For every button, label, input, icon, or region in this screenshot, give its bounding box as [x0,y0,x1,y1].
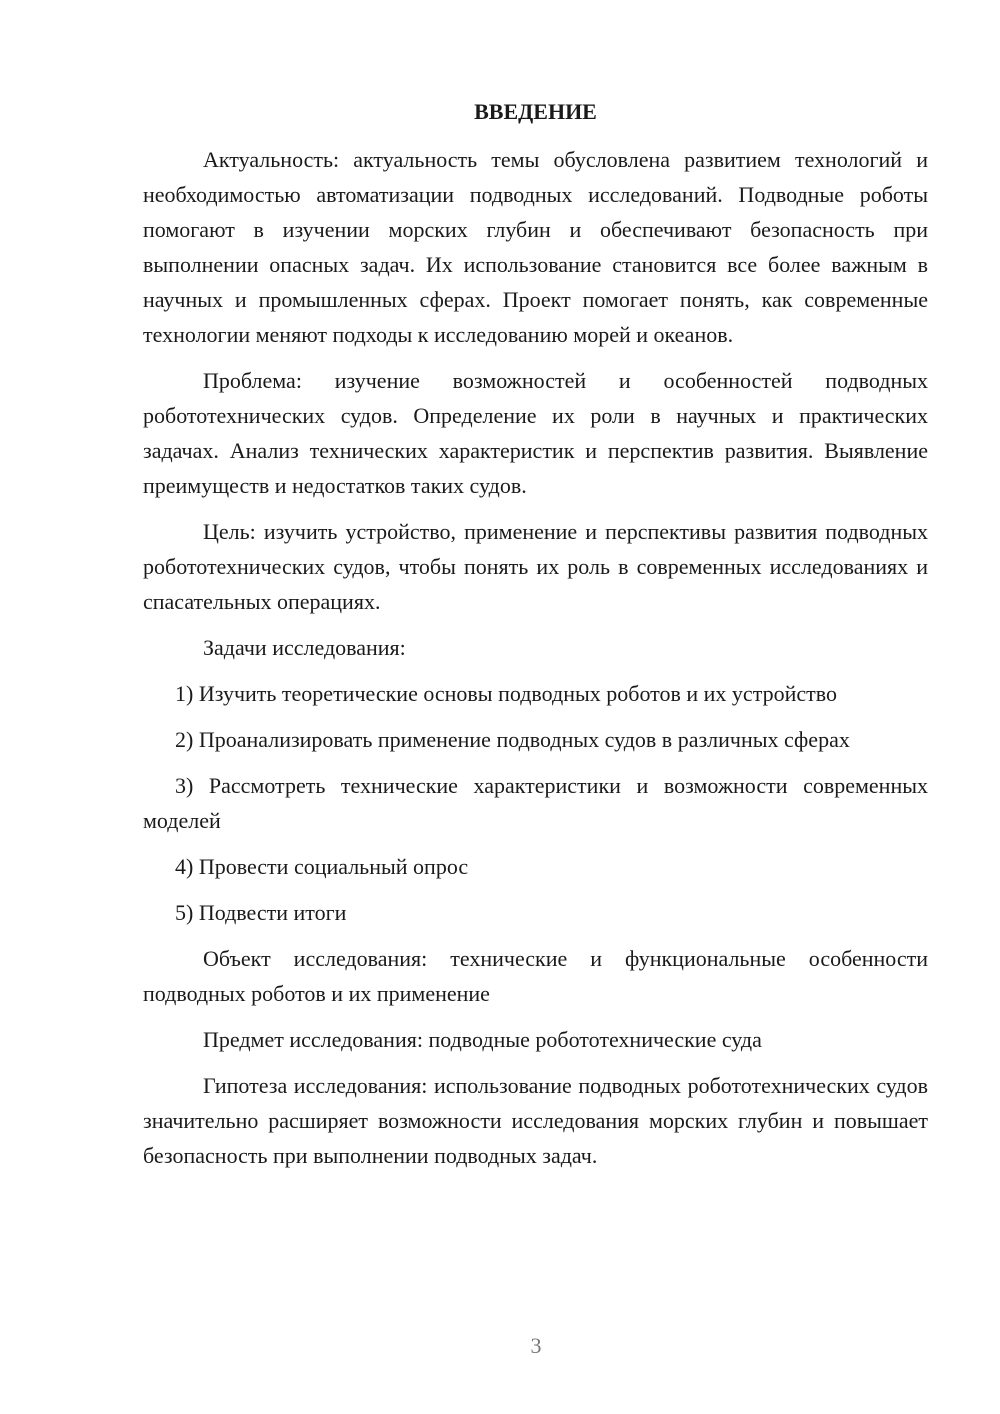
task-item: 1) Изучить теоретические основы подводных роботов и их устройство [175,681,837,706]
subject-paragraph: Предмет исследования: подводные робототехнические суда [203,1027,762,1052]
page-title: ВВЕДЕНИЕ [474,99,597,124]
object-paragraph: Объект исследования: технические и функциональные особенности подводных роботов и их применение [143,946,928,1006]
relevance-paragraph: Актуальность: актуальность темы обусловлена развитием технологий и необходимостью автоматизации подводных исследований. Подводные роботы помогают в изучении морских глубин и обеспечивают безопасность при выполнении опасных задач. Их использование становится все более важным в научных и промышленных сферах. Проект помогает понять, как современные технологии меняют подходы к исследованию морей и океанов. [143,147,928,347]
page-number: 3 [530,1333,542,1358]
goal-paragraph: Цель: изучить устройство, применение и перспективы развития подводных робототехнических судов, чтобы понять их роль в современных исследованиях и спасательных операциях. [143,519,928,614]
task-item: 4) Провести социальный опрос [175,854,469,879]
hypothesis-paragraph: Гипотеза исследования: использование подводных робототехнических судов значительно расширяет возможности исследования морских глубин и повышает безопасность при выполнении подводных задач. [143,1073,928,1168]
task-item: 5) Подвести итоги [175,900,347,925]
task-item: 3) Рассмотреть технические характеристики и возможности современных моделей [143,773,928,833]
tasks-heading: Задачи исследования: [203,635,406,660]
document-body [143,142,928,1184]
task-item: 2) Проанализировать применение подводных судов в различных сферах [175,727,850,752]
problem-paragraph: Проблема: изучение возможностей и особенностей подводных робототехнических судов. Определение их роли в научных и практических задачах. Анализ технических характеристик и перспектив развития. Выявление преимуществ и недостатков таких судов. [143,368,928,498]
